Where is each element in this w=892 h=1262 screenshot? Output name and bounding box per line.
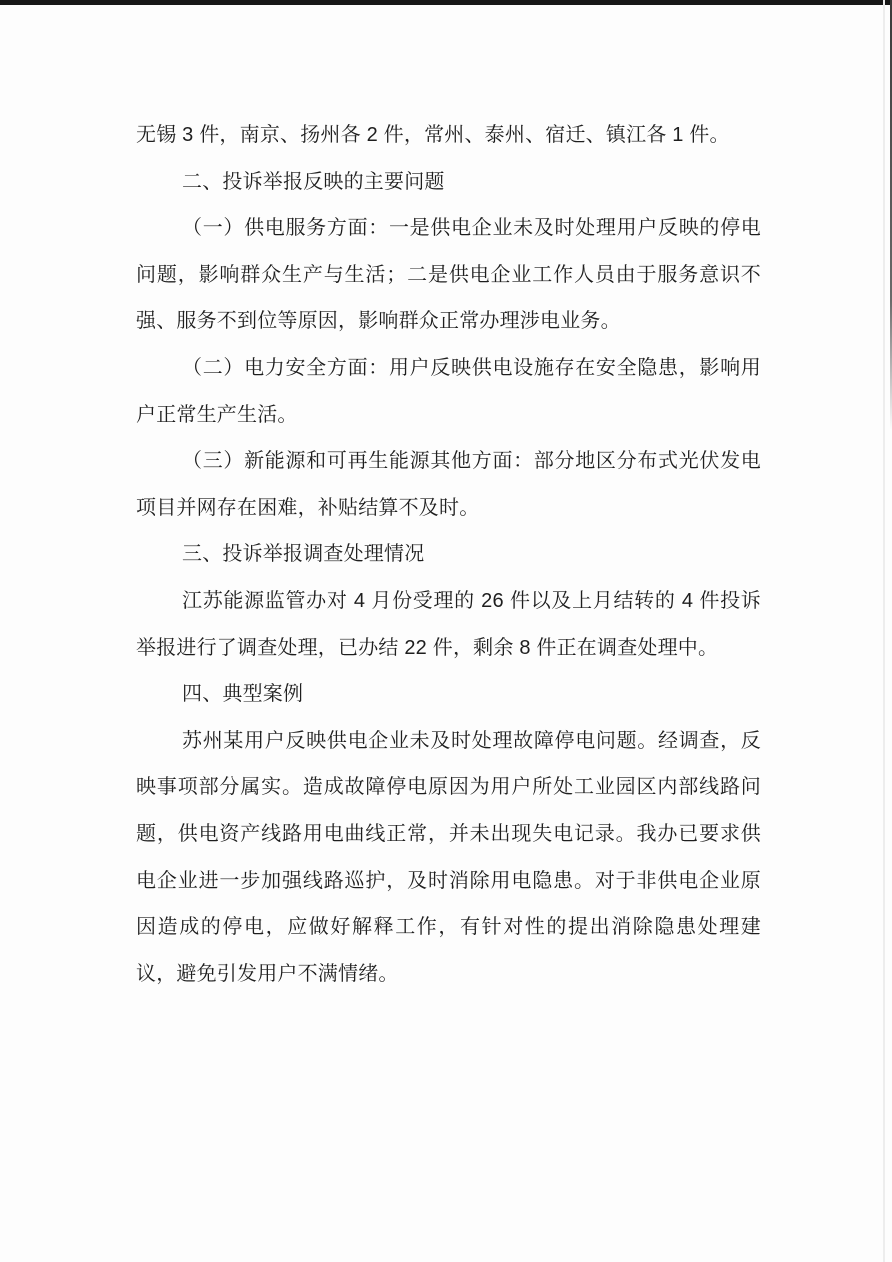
document-body [136, 112, 761, 997]
scan-artifact-line [883, 0, 885, 1262]
page-top-border [0, 0, 892, 5]
body-paragraph: （三）新能源和可再生能源其他方面：部分地区分布式光伏发电项目并网存在困难，补贴结算不及时。 [136, 450, 761, 519]
body-paragraph: （二）电力安全方面：用户反映供电设施存在安全隐患，影响用户正常生产生活。 [136, 356, 761, 426]
body-paragraph: （一）供电服务方面：一是供电企业未及时处理用户反映的停电问题，影响群众生产与生活；二是供电企业工作人员由于服务意识不强、服务不到位等原因，影响群众正常办理涉电业务。 [136, 217, 761, 333]
body-paragraph: 苏州某用户反映供电企业未及时处理故障停电问题。经调查，反映事项部分属实。造成故障停电原因为用户所处工业园区内部线路问题，供电资产线路用电曲线正常，并未出现失电记录。我办已要求供电企业进一步加强线路巡护，及时消除用电隐患。对于非供电企业原因造成的停电，应做好解释工作，有针对性的提出消除隐患处理建议，避免引发用户不满情绪。 [136, 729, 761, 985]
section-heading-2: 二、投诉举报反映的主要问题 [182, 170, 445, 193]
body-paragraph: 无锡 3 件，南京、扬州各 2 件，常州、泰州、宿迁、镇江各 1 件。 [136, 124, 730, 146]
section-heading-4: 四、典型案例 [182, 683, 304, 706]
section-heading-3: 三、投诉举报调查处理情况 [182, 543, 425, 566]
body-paragraph: 江苏能源监管办对 4 月份受理的 26 件以及上月结转的 4 件投诉举报进行了调查处理，已办结 22 件，剩余 8 件正在调查处理中。 [136, 589, 761, 659]
